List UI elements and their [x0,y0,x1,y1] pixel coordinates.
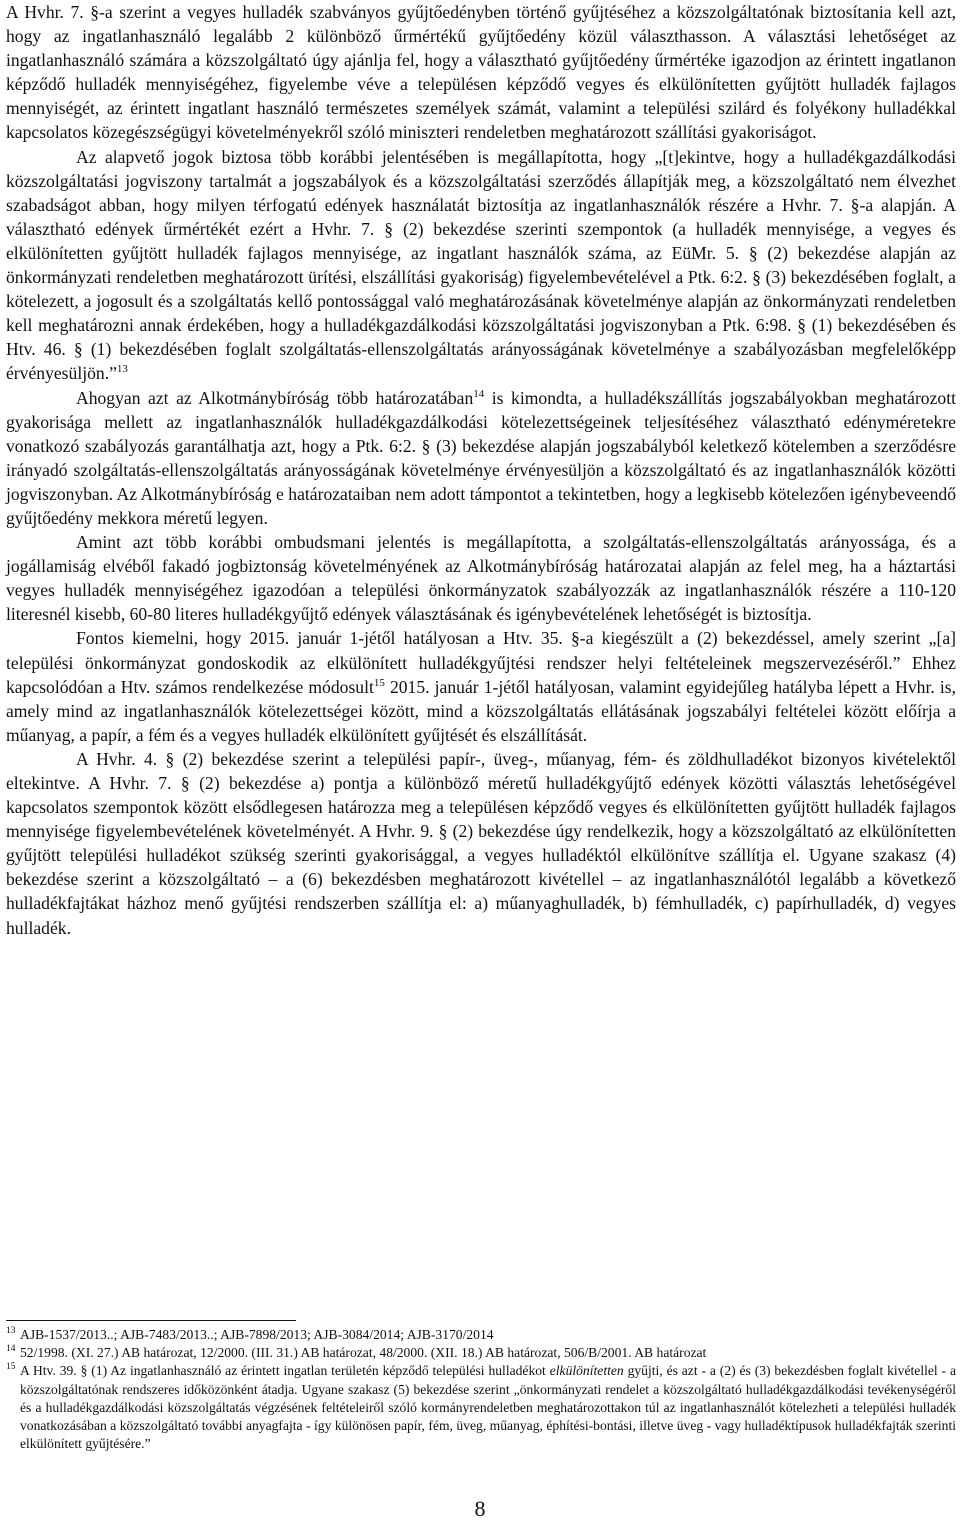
paragraph [6,0,956,145]
footnote-number: 15 [6,1362,16,1373]
footnotes [6,1326,956,1453]
text-run: 2015. január 1-jétől hatályosan, valamint egyidejűleg hatályba lépett a Hvhr. is, amely mind az ingatlanhasználók kötelezettségei között, mind a közszolgáltatás ellátásának jogszabályi feltételei között előírja a műanyag, a papír, a fém és a vegyes hulladék elkülönített gyűjtését és elszállítását. [6,676,956,745]
footnote-number: 13 [6,1326,16,1336]
footnote [6,1326,956,1344]
footnote-reference: 14 [473,387,485,400]
text-run: is kimondta, a hulladékszállítás jogszabályokban meghatározott gyakorisága mellett az ingatlanhasználók hulladékgazdálkodási kötelezettségeinek teljesítéséhez választható edényméretekre vonatkozó szabályozás garantálhatja azt, hogy a Ptk. 6:2. § (3) bekezdése alapján jogszabályból keletkező kötelemben a szerződésre irányadó szolgáltatás-ellenszolgáltatás arányosságának követelménye érvényesüljön a közszolgáltató és az ingatlanhasználók közötti jogviszonyban. Az Alkotmánybíróság e határozataiban nem adott támpontot a tekintetben, hogy a legkisebb kötelezően igénybeveendő gyűjtőedény mekkora méretű legyen. [6,387,956,528]
text-run: Az alapvető jogok biztosa több korábbi jelentésében is megállapította, hogy „[t]ekintve, hogy a hulladékgazdálkodási közszolgáltatási jogviszony tartalmát a jogszabályok és a közszolgáltatási szerződés állapítják meg, a közszolgáltató nem élvezhet szabadságot abban, hogy milyen térfogatú edények használatát biztosítja az ingatlanhasználók részére a Hvhr. 7. §-a alapján. A választható edények űrmértékét ezért a Hvhr. 7. § (2) bekezdése szerinti szempontok (a hulladék mennyisége, a vegyes és elkülönítetten gyűjtött hulladék fajlagos mennyisége, az ingatlant használók száma, az EüMr. 5. § (2) bekezdése alapján az önkormányzati rendeletben meghatározott ürítési, elszállítási gyakoriság) figyelembevételével a Ptk. 6:2. § (3) bekezdésében foglalt, a kötelezett, a jogosult és a szolgáltatás kellő pontossággal való meghatározásának követelménye alapján az önkormányzati rendeletben kell meghatározni annak érdekében, hogy a hulladékgazdálkodási közszolgáltatási jogviszonyban a Ptk. 6:98. § (1) bekezdésében és Htv. 46. § (1) bekezdésében foglalt szolgáltatás-ellenszolgáltatás arányosságának követelménye a szabályozásban megfelelőképp érvényesüljön.” [6,146,956,384]
footnote [6,1362,956,1453]
footnote [6,1344,956,1362]
paragraph [6,747,956,940]
text-run: AJB-1537/2013..; AJB-7483/2013..; AJB-7898/2013; AJB-3084/2014; AJB-3170/2014 [20,1327,494,1342]
paragraph [6,530,956,626]
paragraph [6,386,956,531]
paragraph [6,145,956,386]
text-run: 52/1998. (XI. 27.) AB határozat, 12/2000. (III. 31.) AB határozat, 48/2000. (XII. 18.) AB határozat, 506/B/2001. AB határozat [20,1345,707,1361]
text-run: A Htv. 39. § (1) Az ingatlanhasználó az érintett ingatlan területén képződő települési hulladékot [20,1363,550,1379]
text-run: Fontos kiemelni, hogy 2015. január 1-jétől hatályosan a Htv. 35. §-a kiegészült a (2) bekezdéssel, amely szerint „[a] települési önkormányzat gondoskodik az elkülönített hulladékgyűjtési rendszer helyi feltételeinek megszervezéséről.” Ehhez kapcsolódóan a Htv. számos rendelkezése módosult [6,628,956,697]
footnote-separator [6,1320,296,1321]
text-run: Ahogyan azt az Alkotmánybíróság több határozatában [76,387,474,408]
text-run: gyűjti, és azt - a (2) és (3) bekezdésben foglalt kivétellel - a közszolgáltatónak rendszeres időközönként átadja. Ugyane szakasz (5) bekezdése szerint „önkormányzati rendelet a közszolgáltató hulladékgazdálkodási tevékenységéről és a hulladékgazdálkodási közszolgáltatás végzésének feltételeiről szóló kormányrendeletben meghatározottakon túl az ingatlanhasználót kötelezheti a települési hulladék vonatkozásában a közszolgáltató további anyagfajta - így különösen papír, fém, üveg, műanyag, éphítési-bontási, illetve üveg - vagy hulladéktípusok hulladékfajták szerinti elkülönített gyűjtésére.” [20,1363,956,1452]
text-run: Amint azt több korábbi ombudsmani jelentés is megállapította, a szolgáltatás-ellenszolgáltatás arányossága, és a jogállamiság elvéből fakadó jogbiztonság követelményének az Alkotmánybíróság határozatai alapján az felel meg, ha a háztartási vegyes hulladék mennyiségéhez igazodóan a települési önkormányzatok szabályozzák az ingatlanhasználók részére a 110-120 literesnél kisebb, 60-80 literes hulladékgyűjtő edények választásának és igénybevételének lehetőségét is biztosítja. [6,532,956,625]
footnote-reference: 13 [116,363,128,376]
text-run: A Hvhr. 7. §-a szerint a vegyes hulladék szabványos gyűjtőedényben történő gyűjtéséhez a közszolgáltatónak biztosítania kell azt, hogy az ingatlanhasználó legalább 2 különböző űrmértékű gyűjtőedény közül választhasson. A választási lehetőséget az ingatlanhasználó számára a közszolgáltató úgy ajánlja fel, hogy a választható gyűjtőedény űrmértéke igazodjon az érintett ingatlanon képződő hulladék mennyiségéhez, figyelembe véve a településen képződő vegyes és elkülönítetten gyűjtött hulladék fajlagos mennyiségét, az érintett ingatlant használó természetes személyek számát, valamint a települési szilárd és folyékony hulladékkal kapcsolatos közegészségügyi követelményekről szóló miniszteri rendeletben meghatározott szállítási gyakoriságot. [6,2,956,143]
footnote-reference: 15 [373,676,385,689]
text-run: A Hvhr. 4. § (2) bekezdése szerint a települési papír-, üveg-, műanyag, fém- és zöldhulladékot bizonyos kivételektől eltekintve. A Hvhr. 7. § (2) bekezdése a) pontja a különböző méretű hulladékgyűjtő edények közötti választás lehetőségével kapcsolatos szempontok között elsődlegesen határozza meg a településen képződő vegyes és elkülönítetten gyűjtött hulladék fajlagos mennyisége figyelembevételének követelményét. A Hvhr. 9. § (2) bekezdése úgy rendelkezik, hogy a közszolgáltató az elkülönítetten gyűjtött települési hulladékot szükség szerinti gyakorisággal, a vegyes hulladéktól elkülönítve szállítja el. Ugyane szakasz (4) bekezdése szerint a közszolgáltató – a (6) bekezdésben meghatározott kivétellel – az ingatlanhasználótól legalább a következő hulladékfajtákat házhoz menő gyűjtési rendszerben szállítja el: a) műanyaghulladék, b) fémhulladék, c) papírhulladék, d) vegyes hulladék. [6,748,956,938]
emphasized-text: elkülönítetten [549,1363,624,1379]
page-number: 8 [474,1496,486,1521]
paragraph [6,626,956,746]
document-body [6,0,956,940]
footnote-number: 14 [6,1344,16,1355]
